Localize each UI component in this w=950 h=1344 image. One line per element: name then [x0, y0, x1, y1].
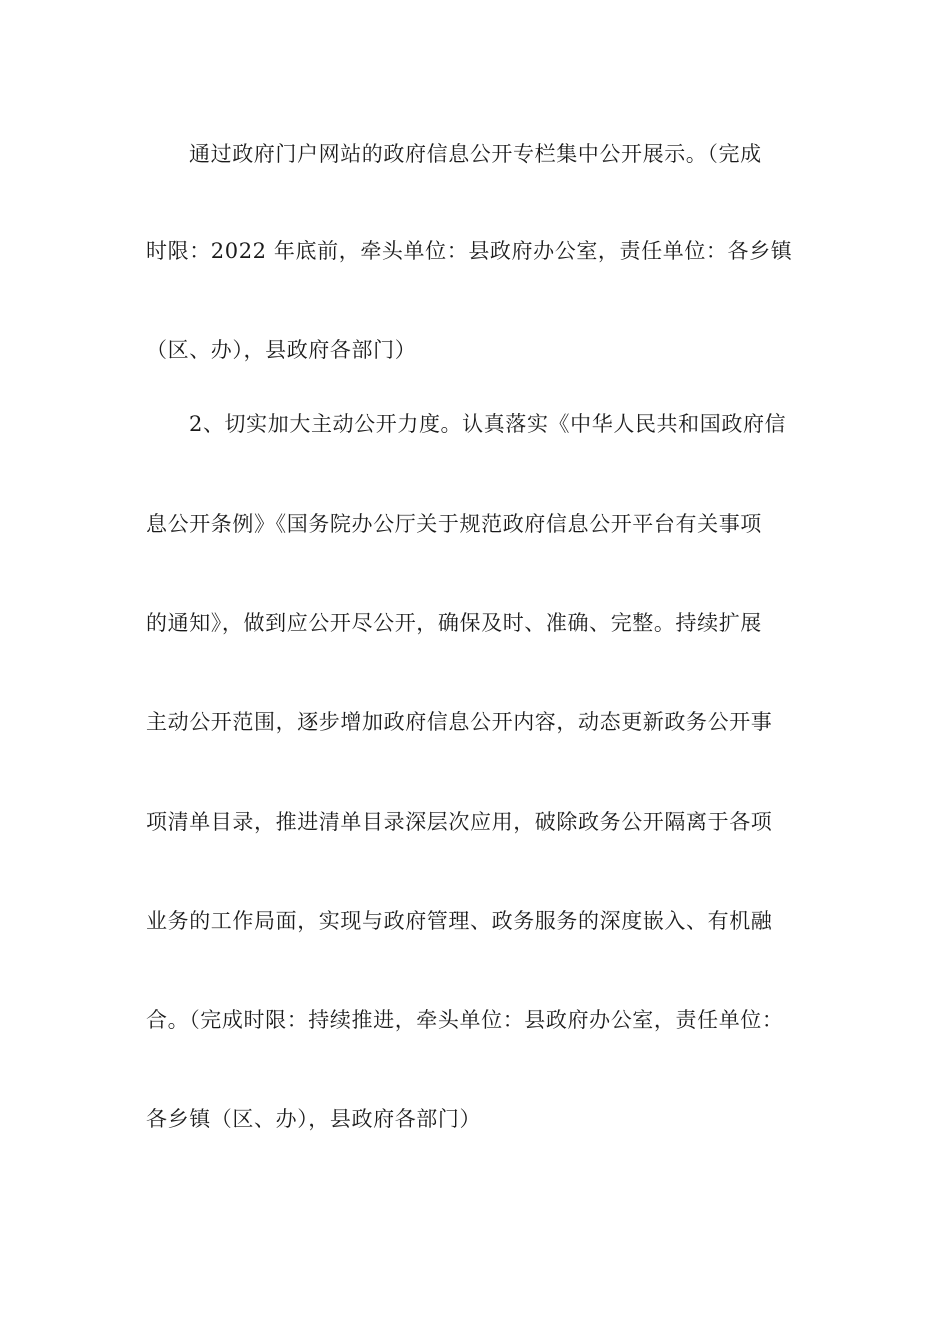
paragraph-2-line-3: 的通知》，做到应公开尽公开，确保及时、准确、完整。持续扩展	[146, 611, 762, 635]
paragraph-2-line-6: 业务的工作局面，实现与政府管理、政务服务的深度嵌入、有机融	[146, 909, 773, 933]
paragraph-1-line-1: 通过政府门户网站的政府信息公开专栏集中公开展示。（完成	[189, 142, 762, 166]
paragraph-2-line-4: 主动公开范围，逐步增加政府信息公开内容，动态更新政务公开事	[146, 710, 773, 734]
paragraph-2-line-7: 合。（完成时限：持续推进，牵头单位：县政府办公室，责任单位：	[146, 1008, 784, 1032]
paragraph-2-line-5: 项清单目录，推进清单目录深层次应用，破除政务公开隔离于各项	[146, 810, 773, 834]
paragraph-1-line-3: （区、办），县政府各部门）	[146, 338, 417, 362]
paragraph-1-line-2: 时限：2022 年底前，牵头单位：县政府办公室，责任单位：各乡镇	[146, 239, 793, 263]
paragraph-2-line-1: 2、切实加大主动公开力度。认真落实《中华人民共和国政府信	[189, 412, 787, 436]
paragraph-2-line-8: 各乡镇（区、办），县政府各部门）	[146, 1107, 482, 1131]
paragraph-2-line-2: 息公开条例》《国务院办公厅关于规范政府信息公开平台有关事项	[146, 512, 762, 536]
